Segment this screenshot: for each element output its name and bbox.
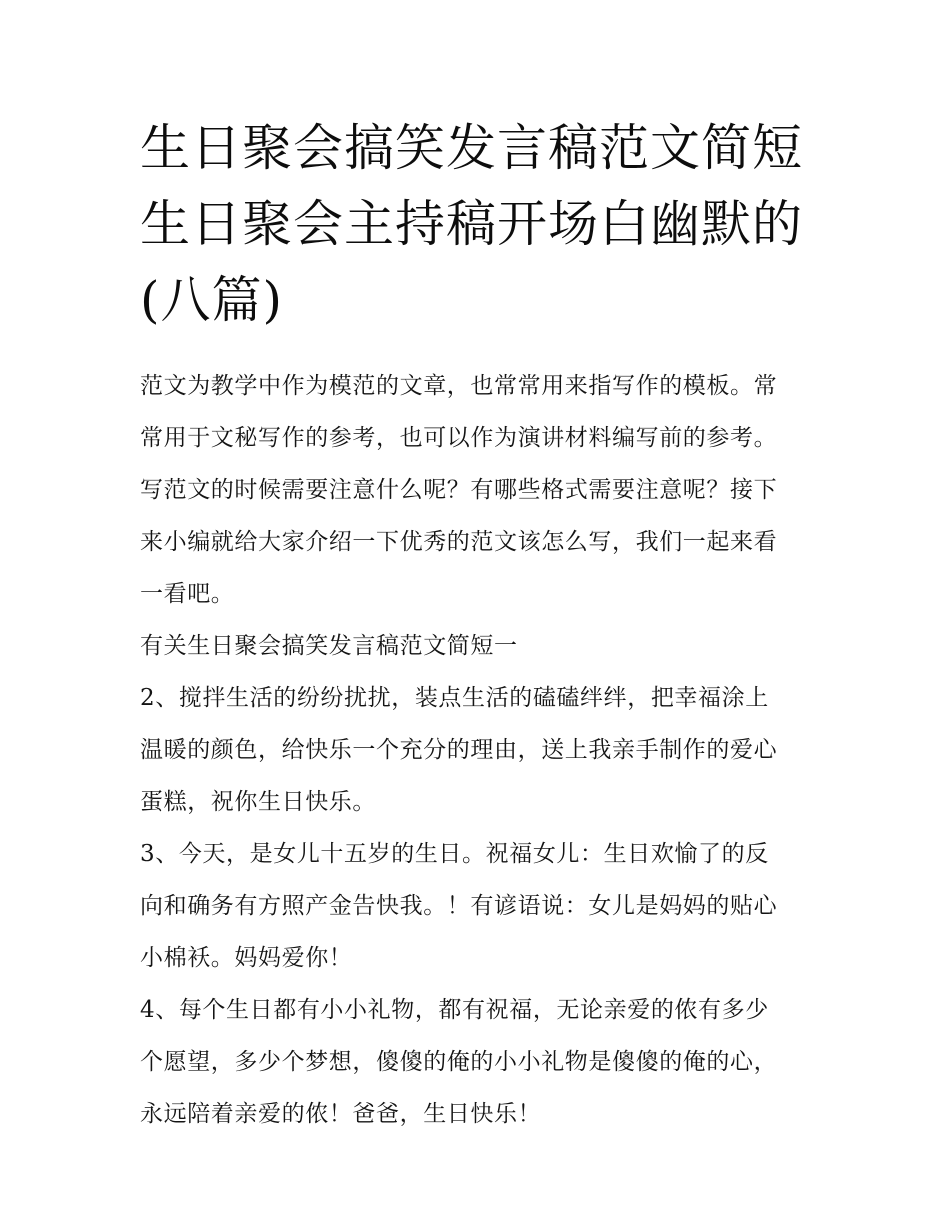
text-line: 4、每个生日都有小小礼物，都有祝福，无论亲爱的侬有多少	[140, 997, 769, 1023]
document-page	[140, 110, 820, 1140]
text-line: 永远陪着亲爱的侬！爸爸，生日快乐！	[140, 1101, 542, 1127]
text-line: 常用于文秘写作的参考，也可以作为演讲材料编写前的参考。	[140, 425, 778, 451]
text-line: 有关生日聚会搞笑发言稿范文简短一	[140, 633, 518, 659]
title-line: (八篇)	[140, 271, 284, 329]
document-body	[140, 360, 820, 1140]
text-line: 3、今天，是女儿十五岁的生日。祝福女儿：生日欢愉了的反	[140, 841, 769, 867]
text-line: 来小编就给大家介绍一下优秀的范文该怎么写，我们一起来看	[140, 529, 778, 555]
text-line: 小棉袄。妈妈爱你！	[140, 945, 353, 971]
section-heading	[140, 620, 820, 672]
text-line: 一看吧。	[140, 581, 235, 607]
list-item-3	[140, 828, 820, 984]
text-line: 蛋糕，祝你生日快乐。	[140, 789, 376, 815]
text-line: 写范文的时候需要注意什么呢？有哪些格式需要注意呢？接下	[140, 477, 778, 503]
intro-paragraph	[140, 360, 820, 620]
list-item-4	[140, 984, 820, 1140]
list-item-2	[140, 672, 820, 828]
title-line: 生日聚会主持稿开场白幽默的	[140, 195, 803, 253]
document-title	[140, 110, 820, 338]
text-line: 温暖的颜色，给快乐一个充分的理由，送上我亲手制作的爱心	[140, 737, 778, 763]
text-line: 2、搅拌生活的纷纷扰扰，装点生活的磕磕绊绊，把幸福涂上	[140, 685, 769, 711]
text-line: 范文为教学中作为模范的文章，也常常用来指写作的模板。常	[140, 373, 778, 399]
title-line: 生日聚会搞笑发言稿范文简短	[140, 119, 803, 177]
text-line: 向和确务有方照产金告快我。！有谚语说：女儿是妈妈的贴心	[140, 893, 778, 919]
text-line: 个愿望，多少个梦想，傻傻的俺的小小礼物是傻傻的俺的心，	[140, 1049, 778, 1075]
